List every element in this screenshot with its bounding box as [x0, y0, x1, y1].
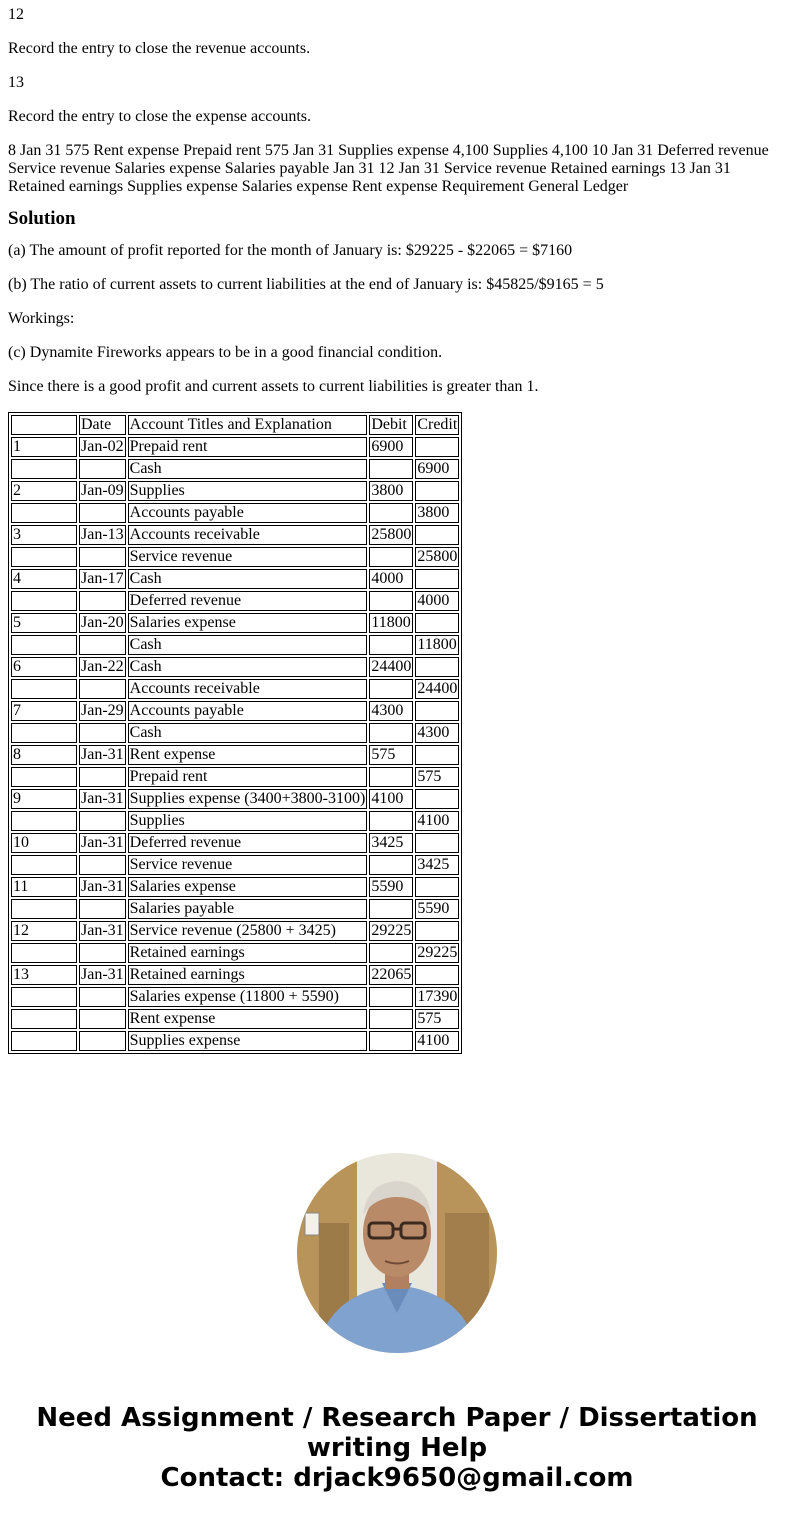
- table-row: [11, 591, 459, 611]
- account-cell: Supplies: [128, 811, 368, 831]
- table-header-row: [11, 415, 459, 435]
- date-cell: Jan-13: [81, 526, 124, 543]
- table-row: [11, 811, 459, 831]
- credit-cell: [415, 437, 459, 457]
- table-row: [11, 547, 459, 567]
- date-cell: [79, 899, 126, 919]
- table-row: [11, 943, 459, 963]
- account-cell: Retained earnings: [128, 943, 368, 963]
- header-cell: Debit: [369, 415, 413, 435]
- table-row: [11, 701, 459, 721]
- debit-cell: [369, 547, 413, 567]
- table-row: [11, 569, 459, 589]
- date-cell: [79, 1031, 126, 1051]
- table-row: [11, 1031, 459, 1051]
- credit-cell: [415, 833, 459, 853]
- debit-cell: 22065: [371, 966, 412, 983]
- credit-cell: [415, 965, 459, 985]
- debit-cell: [369, 503, 413, 523]
- account-cell: Deferred revenue: [128, 833, 368, 853]
- entry-number-cell: 7: [11, 701, 77, 721]
- credit-cell: 4000: [415, 591, 459, 611]
- author-photo-avatar: [297, 1153, 497, 1353]
- table-row: [11, 767, 459, 787]
- debit-cell: 25800: [371, 526, 412, 543]
- entry-number-cell: [11, 899, 77, 919]
- entry-number-cell: 3: [11, 525, 77, 545]
- table-row: [11, 459, 459, 479]
- credit-cell: [415, 921, 459, 941]
- solution-conclusion: Since there is a good profit and current assets to current liabilities is greater than 1.: [8, 378, 539, 395]
- entry-number-cell: 12: [11, 921, 77, 941]
- date-cell: [79, 987, 126, 1007]
- date-cell: Jan-17: [81, 570, 124, 587]
- debit-cell: [369, 987, 413, 1007]
- debit-cell: 3425: [369, 833, 413, 853]
- item-13-text: Record the entry to close the expense accounts.: [8, 108, 311, 125]
- entry-number-cell: [11, 767, 77, 787]
- account-cell: Supplies: [128, 481, 368, 501]
- entry-number-cell: [11, 1031, 77, 1051]
- header-cell: [11, 415, 77, 435]
- table-row: [11, 1009, 459, 1029]
- table-row: [11, 635, 459, 655]
- account-cell: Cash: [128, 569, 368, 589]
- debit-cell: 4100: [369, 789, 413, 809]
- debit-cell: [369, 591, 413, 611]
- header-cell: Date: [79, 415, 126, 435]
- advert-contact-line: Contact: drjack9650@gmail.com: [160, 1463, 634, 1493]
- debit-cell: [369, 1009, 413, 1029]
- account-cell: Cash: [128, 723, 368, 743]
- debit-cell: 6900: [369, 437, 413, 457]
- credit-cell: [415, 877, 459, 897]
- table-row: [11, 987, 459, 1007]
- date-cell: [79, 1009, 126, 1029]
- debit-cell: 11800: [369, 613, 413, 633]
- credit-cell: [415, 481, 459, 501]
- table-row: [11, 723, 459, 743]
- date-cell: Jan-20: [81, 614, 124, 631]
- debit-cell: [369, 943, 413, 963]
- table-row: [11, 657, 459, 677]
- credit-cell: 17390: [417, 988, 458, 1005]
- account-cell: Service revenue (25800 + 3425): [128, 921, 368, 941]
- account-cell: Supplies expense (3400+3800-3100): [129, 790, 366, 807]
- credit-cell: [415, 613, 459, 633]
- table-row: [11, 481, 459, 501]
- author-photo-image: [297, 1153, 497, 1353]
- credit-cell: [415, 789, 459, 809]
- date-cell: [79, 811, 126, 831]
- table-row: [11, 503, 459, 523]
- entry-number-cell: [11, 943, 77, 963]
- entry-number-cell: 5: [11, 613, 77, 633]
- credit-cell: [415, 701, 459, 721]
- account-cell: Rent expense: [128, 1009, 368, 1029]
- entry-number-cell: 8: [11, 745, 77, 765]
- credit-cell: 25800: [417, 548, 458, 565]
- debit-cell: [369, 899, 413, 919]
- debit-cell: 5590: [369, 877, 413, 897]
- account-cell: Supplies expense: [128, 1031, 368, 1051]
- table-row: [11, 789, 459, 809]
- table-row: [11, 921, 459, 941]
- advert-banner: [0, 1403, 794, 1493]
- solution-part-a: (a) The amount of profit reported for the month of January is: $29225 - $22065 = $7160: [8, 242, 573, 259]
- credit-cell: [415, 745, 459, 765]
- account-cell: Cash: [128, 459, 368, 479]
- header-cell: Credit: [417, 416, 458, 433]
- account-cell: Deferred revenue: [128, 591, 368, 611]
- item-13-number: 13: [8, 74, 24, 91]
- debit-cell: [369, 459, 413, 479]
- credit-cell: 4300: [415, 723, 459, 743]
- entry-number-cell: [11, 987, 77, 1007]
- credit-cell: [415, 569, 459, 589]
- table-row: [11, 899, 459, 919]
- account-cell: Salaries payable: [128, 899, 368, 919]
- date-cell: Jan-22: [81, 658, 124, 675]
- credit-cell: 3800: [415, 503, 459, 523]
- header-cell: Account Titles and Explanation: [128, 415, 368, 435]
- debit-cell: 24400: [371, 658, 412, 675]
- advert-line-2: writing Help: [306, 1433, 488, 1463]
- account-cell: Prepaid rent: [128, 767, 368, 787]
- date-cell: [79, 591, 126, 611]
- item-12-number: 12: [8, 6, 24, 23]
- debit-cell: [369, 1031, 413, 1051]
- entry-number-cell: 11: [11, 877, 77, 897]
- date-cell: [79, 459, 126, 479]
- solution-heading: Solution: [8, 208, 76, 229]
- debit-cell: [369, 723, 413, 743]
- entry-number-cell: 6: [11, 657, 77, 677]
- credit-cell: [415, 657, 459, 677]
- account-cell: Accounts receivable: [128, 525, 368, 545]
- date-cell: Jan-31: [81, 790, 124, 807]
- entry-number-cell: 4: [11, 569, 77, 589]
- table-row: [11, 877, 459, 897]
- entry-number-cell: 10: [11, 833, 77, 853]
- date-cell: Jan-02: [81, 438, 124, 455]
- date-cell: [79, 855, 126, 875]
- date-cell: [79, 635, 126, 655]
- debit-cell: 4300: [369, 701, 413, 721]
- debit-cell: [369, 635, 413, 655]
- account-cell: Service revenue: [128, 855, 368, 875]
- workings-label: Workings:: [8, 310, 75, 327]
- entry-number-cell: [11, 591, 77, 611]
- credit-cell: 4100: [415, 1031, 459, 1051]
- credit-cell: [415, 525, 459, 545]
- debit-cell: 29225: [371, 922, 412, 939]
- date-cell: [79, 503, 126, 523]
- account-cell: Cash: [128, 635, 368, 655]
- credit-cell: 575: [415, 1009, 459, 1029]
- table-row: [11, 745, 459, 765]
- entry-number-cell: 9: [11, 789, 77, 809]
- date-cell: [79, 943, 126, 963]
- table-row: [11, 965, 459, 985]
- credit-cell: 3425: [415, 855, 459, 875]
- account-cell: Accounts receivable: [128, 679, 368, 699]
- journal-entries-table: [8, 412, 462, 1054]
- entry-number-cell: [11, 723, 77, 743]
- table-row: [11, 855, 459, 875]
- solution-part-b: (b) The ratio of current assets to current liabilities at the end of January is: $45825/$9165 = 5: [8, 276, 604, 293]
- entry-number-cell: [11, 811, 77, 831]
- table-row: [11, 833, 459, 853]
- entry-number-cell: [11, 503, 77, 523]
- debit-cell: 575: [369, 745, 413, 765]
- credit-cell: 5590: [415, 899, 459, 919]
- account-cell: Salaries expense (11800 + 5590): [128, 987, 368, 1007]
- document-body: [8, 6, 786, 1054]
- debit-cell: 3800: [369, 481, 413, 501]
- table-row: [11, 613, 459, 633]
- account-cell: Cash: [128, 657, 368, 677]
- solution-part-c: (c) Dynamite Fireworks appears to be in a good financial condition.: [8, 344, 443, 361]
- account-cell: Salaries expense: [128, 877, 368, 897]
- account-cell: Accounts payable: [128, 701, 368, 721]
- table-row: [11, 525, 459, 545]
- account-cell: Service revenue: [128, 547, 368, 567]
- date-cell: Jan-31: [81, 878, 124, 895]
- date-cell: Jan-09: [81, 482, 124, 499]
- advert-line-1: Need Assignment / Research Paper / Dissertation: [36, 1403, 758, 1433]
- entry-number-cell: [11, 547, 77, 567]
- account-cell: Accounts payable: [128, 503, 368, 523]
- entry-number-cell: [11, 679, 77, 699]
- account-cell: Retained earnings: [128, 965, 368, 985]
- account-cell: Rent expense: [128, 745, 368, 765]
- debit-cell: [369, 855, 413, 875]
- credit-cell: 29225: [417, 944, 458, 961]
- date-cell: Jan-31: [81, 746, 124, 763]
- date-cell: Jan-31: [81, 966, 124, 983]
- entry-number-cell: [11, 459, 77, 479]
- date-cell: [79, 547, 126, 567]
- entry-number-cell: 1: [11, 437, 77, 457]
- account-cell: Prepaid rent: [128, 437, 368, 457]
- debit-cell: [369, 679, 413, 699]
- debit-cell: 4000: [369, 569, 413, 589]
- entry-number-cell: 2: [11, 481, 77, 501]
- credit-cell: 24400: [417, 680, 458, 697]
- account-cell: Salaries expense: [128, 613, 368, 633]
- debit-cell: [369, 811, 413, 831]
- credit-cell: 6900: [415, 459, 459, 479]
- credit-cell: 575: [415, 767, 459, 787]
- credit-cell: 11800: [415, 635, 459, 655]
- date-cell: [79, 679, 126, 699]
- entry-number-cell: [11, 635, 77, 655]
- table-row: [11, 437, 459, 457]
- entry-number-cell: [11, 855, 77, 875]
- date-cell: [79, 723, 126, 743]
- date-cell: Jan-31: [81, 834, 124, 851]
- date-cell: Jan-29: [81, 702, 124, 719]
- entry-number-cell: 13: [11, 965, 77, 985]
- table-row: [11, 679, 459, 699]
- item-12-text: Record the entry to close the revenue accounts.: [8, 40, 311, 57]
- entry-number-cell: [11, 1009, 77, 1029]
- date-cell: Jan-31: [81, 922, 124, 939]
- ledger-text: 8 Jan 31 575 Rent expense Prepaid rent 575 Jan 31 Supplies expense 4,100 Supplies 4,100 10 Jan 31 Deferred revenue Service revenue Salaries expense Salaries payable Jan 31 12 Jan 31 Service revenue Retained earnings 13 Jan 31 Retained earnings Supplies expense Salaries expense Rent expense Requirement General Ledger: [8, 142, 769, 195]
- credit-cell: 4100: [415, 811, 459, 831]
- date-cell: [79, 767, 126, 787]
- debit-cell: [369, 767, 413, 787]
